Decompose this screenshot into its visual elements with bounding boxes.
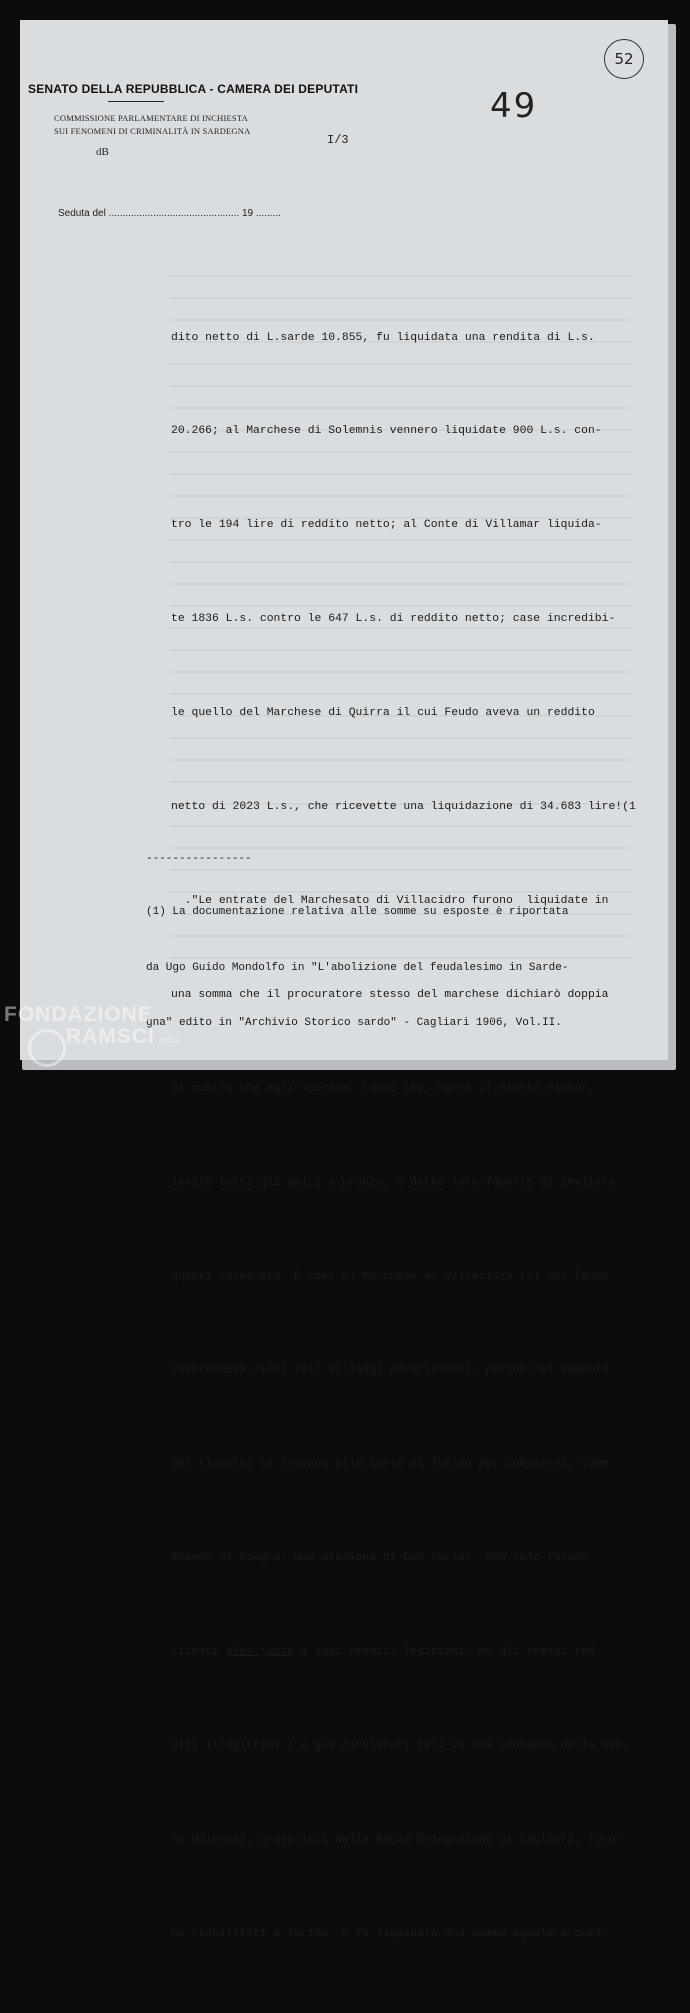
commission-heading (54, 112, 250, 138)
watermark-line-1: FONDAZIONE (4, 1003, 153, 1026)
seduta-dots: ............................................... (108, 208, 240, 219)
footnote-line: gna" edito in "Archivio Storico sardo" - Cagliari 1906, Vol.II. (146, 1017, 562, 1029)
commission-line: SUI FENOMENI DI CRIMINALITÀ IN SARDEGNA (54, 126, 251, 136)
body-text (171, 260, 651, 2013)
fondazione-gramsci-watermark (4, 1003, 181, 1048)
text-line: diti illegittimi ( e già dichiarati tali in una sentenza della Rea- (171, 1739, 629, 1752)
text-line: dito netto di L.sarde 10.855, fu liquidata una rendita di L.s. (171, 331, 595, 344)
handwritten-page-number: 49 (490, 86, 538, 126)
underlined-phrase: plus justo (225, 1646, 295, 1659)
text-line: comprendeva dieci soli villaggi poverissimi), perché nel momento (171, 1364, 609, 1377)
typist-initials: dB (96, 146, 109, 158)
text-line: netto di 2023 L.s., che ricevette una liquidazione di 34.683 lire!(1 (171, 801, 636, 814)
footnote-line: (1) La documentazione relativa alle somme su esposte è riportata (146, 906, 569, 918)
heading-rule (108, 101, 164, 102)
watermark-line-2-wrap (40, 1025, 180, 1049)
seduta-year-dots: ......... (255, 208, 281, 219)
text-line: tro le 194 lire di reddito netto; al Conte di Villamar liquida- (171, 519, 602, 532)
commission-line: COMMISSIONE PARLAMENTARE DI INCHIESTA (54, 113, 248, 123)
text-line: di quella che egli sperava, tanto che, narra il Siotto Pintor, (171, 1082, 595, 1095)
seduta-year: 19 (241, 208, 254, 219)
seduta-line (58, 208, 281, 219)
text-line: una somma che il procuratore stesso del marchese dichiarò doppia (171, 988, 609, 1001)
text-line: quanti volessero. E così al Marchese di Villacidro (il cui feudo (171, 1270, 609, 1283)
text-line: invitò tutti gli amici a pranzo, e dette loro facoltà di invitare (171, 1176, 616, 1189)
text-segment: i suoi redditi legittimi, ma gli stessi red- (294, 1646, 602, 1659)
text-line: le Udienza), proscritti dalla Regia Delegazione di Cagliari, furo- (171, 1833, 623, 1846)
watermark-line-2: RAMSCI (66, 1025, 155, 1048)
text-segment: stimati (171, 1646, 226, 1659)
page-fraction: I/3 (327, 133, 349, 147)
seduta-label: Seduta del (58, 208, 106, 219)
footnote-separator: ---------------- (146, 853, 252, 865)
text-line (171, 1637, 651, 1668)
footnote-line: da Ugo Guido Mondolfo in "L'abolizione del feudalesimo in Sarde- (146, 961, 569, 974)
document-page (20, 20, 668, 1940)
text-line: 20.266; al Marchese di Solemnis vennero liquidate 900 L.s. con- (171, 425, 602, 438)
text-line: del riscatto si trovava alla Corte di Torino per compiervi, come (171, 1458, 609, 1471)
archive-number-circled: 52 (604, 39, 644, 79)
text-line: le quello del Marchese di Quirra il cui Feudo aveva un reddito (171, 707, 595, 720)
text-line: ."Le entrate del Marchesato di Villacidro furono liquidate in (171, 894, 609, 907)
watermark-suffix: onlus (158, 1035, 181, 1045)
institution-heading: SENATO DELLA REPUBBLICA - CAMERA DEI DEPUTATI (28, 82, 359, 96)
text-line: Grande di Spagna, una missione di Don Carlos, non solo furono (171, 1552, 588, 1565)
text-line: no riabilitati a Torino, e fu liquidata una somma eguale a quel- (171, 1927, 609, 1940)
text-line: te 1836 L.s. contro le 647 L.s. di reddito netto; case incredibi- (171, 613, 616, 626)
footnote (146, 866, 646, 1070)
